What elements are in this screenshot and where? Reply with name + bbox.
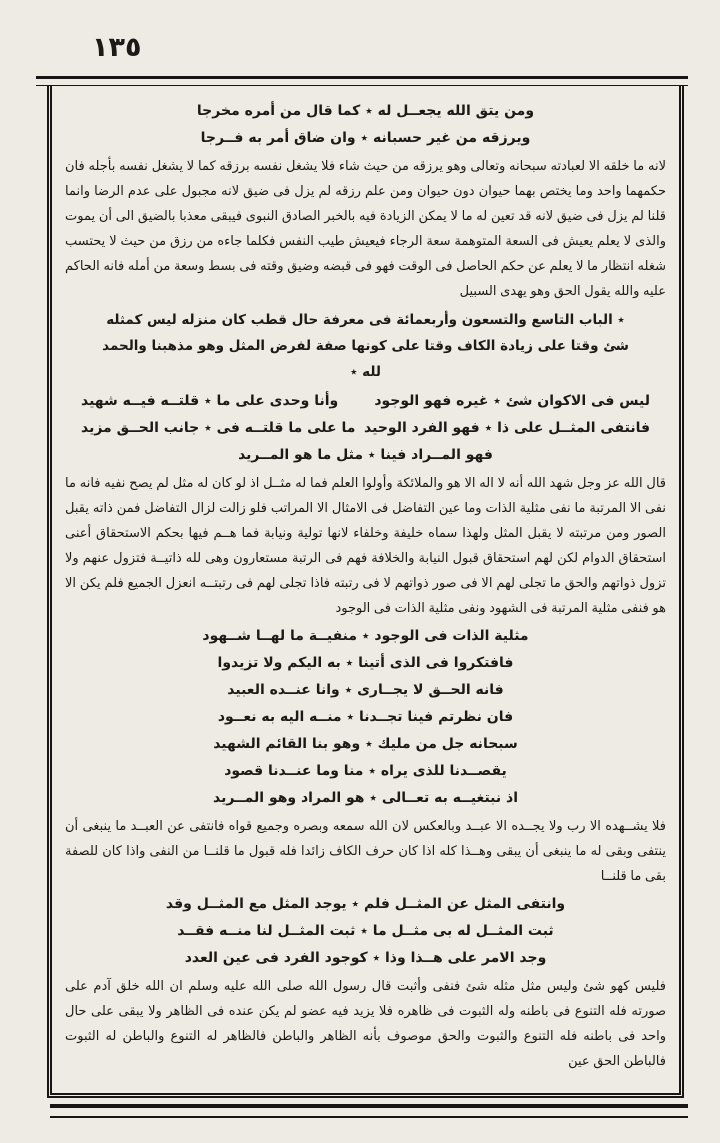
- verse-line: ومن يتق الله يجعــل له ٭ كما قال من أمره مخرجا: [196, 103, 535, 119]
- verse-line: وجد الامر على هــذا وذا ٭ كوجود الفرد فى عين العدد: [184, 950, 547, 966]
- opening-couplets: [65, 98, 666, 152]
- prose-paragraph: فليس كهو شئ وليس مثل مثله شئ فنفى وأثبت قال رسول الله صلى الله عليه وسلم ان الله خلق آدم على صورته فله التنوع فى باطنه وله الثبوت فى ظاهره فلا يزيد فيه عضو لم يكن عنده فى الظاهر ولا يبقى على حال واحد فى باطنه فله التنوع والثبوت والحق موصوف بأنه الظاهر والباطن فالظاهر له التنوع والباطن له الثبوت فالباطن الحق عين: [65, 979, 666, 1069]
- verse-line: فهو المــراد فينا ٭ مثل ما هو المــريد: [238, 447, 493, 463]
- verse-row: [65, 415, 666, 442]
- verse-line: سبحانه جل من مليك ٭ وهو بنا القائم الشهيد: [213, 736, 518, 752]
- verse-line: اذ نبتغيــه به تعــالى ٭ هو المراد وهو المــريد: [213, 790, 518, 806]
- chapter-heading: ٭ الباب التاسع والتسعون وأربعمائة فى معرفة حال قطب كان منزله ليس كمثله شئ وقتا على زيادة الكاف وقتا على كونها صفة لفرض المثل وهو مذهبنا والحمد لله ٭: [102, 312, 629, 380]
- verse-line: ثبت المثــل له بى مثــل ما ٭ ثبت المثــل لنا منــه فقــد: [177, 923, 554, 939]
- prose-paragraph: فلا يشــهده الا رب ولا يجــده الا عبــد وبالعكس لان الله سمعه وبصره وجميع قواه فانتفى عن العبــد ما ينبغى أن ينتفى وبقى له ما ينبغى أن يبقى وهــذا كله اذا كان حرف الكاف زائدا فله قبول ما قلنــا من النفى واذا كان للصفة بقى ما قلنــا: [65, 819, 666, 884]
- hemistich-pair-right: فانتفى المثــل على ذا ٭ فهو الفرد الوحيد: [364, 420, 650, 436]
- verse-line: مثلية الذات فى الوجود ٭ منفيــة ما لهــا شــهود: [202, 628, 529, 644]
- verse-row: [65, 388, 666, 415]
- hemistich-pair-right: ليس فى الاكوان شئ ٭ غيره فهو الوجود: [374, 393, 650, 409]
- text-frame: [47, 85, 684, 1098]
- lower-poem: [65, 891, 666, 972]
- two-column-verses: [65, 388, 666, 469]
- verse-line: وانتفى المثل عن المثــل فلم ٭ يوجد المثل مع المثــل وقد: [165, 896, 566, 912]
- bottom-border-rule: [50, 1104, 688, 1118]
- page-number: ١٣٥: [92, 32, 142, 63]
- hemistich-pair-left: ما على ما قلتــه فى ٭ جانب الحــق مزيد: [81, 420, 356, 436]
- verse-line: فافتكروا فى الذى أتينا ٭ به اليكم ولا تزيدوا: [217, 655, 514, 671]
- prose-paragraph: لانه ما خلقه الا لعبادته سبحانه وتعالى وهو يرزقه من حيث شاء فلا يشغل نفسه برزقه كما لا يشغل نفسه بأجله فان حكمهما واحد وما يختص بهما حيوان دون حيوان ومن علم رزقه لم يزل فى ضيق لانه مجبول على عدم الرضا وانما قلنا لم يزل فى ضيق لانه قد تعين له ما لا يمكن الزيادة فيه بالخبر الصادق النبوى فيبقى معذبا بالضيق الى أن يموت والذى لا يعلم يعيش فى السعة المتوهمة سعة الرجاء فيعيش طيب النفس فكلما جاءه من رزق من حيث لا يحتسب شغله انتظار ما لا يعلم عن حكم الحاصل فى الوقت فهو فى قبضه وضيق وقته فى بسط وسعة من أمله فانه الحاكم عليه والله يقول الحق وهو يهدى السبيل: [65, 159, 666, 299]
- verse-line: ويرزقه من غير حسبانه ٭ وان ضاق أمر به فــرجا: [200, 130, 531, 146]
- verse-line: فان نظرتم فينا تجــدنا ٭ منــه اليه به نعــود: [217, 709, 514, 725]
- verse-line: فانه الحــق لا يجــارى ٭ وانا عنــده العبيد: [227, 682, 504, 698]
- prose-paragraph: قال الله عز وجل شهد الله أنه لا اله الا هو والملائكة وأولوا العلم فما له مثــل اذ لو كان له مثل لم يصح نفيه فانه ما نفى الا المرتبة ما نفى مثلية الذات وما عين التفاضل فى الامثال الا المراتب فلو زالت لزال التفاضل فمن ذاته يقبل الصور ومن مرتبته لا يقبل المثل ولهذا سماه خليفة وخلفاء لانها تولية ونيابة فما هــم فيها بحكم الاستحقاق أعنى استحقاق الدوام لكن لهم استحقاق قبول النيابة والخلافة فهم فى الرتبة مستعارون وهى لله ذاتيــة فتزول عنهم ولا تزول ذواتهم والحق ما تجلى لهم الا فى صور ذواتهم لا فى رتبته فاذا تجلى لهم فى رتبتــه انعزل الجميع فلم يكن الا هو فنفى مثلية المرتبة فى الشهود ونفى مثلية الذات فى الوجود: [65, 476, 666, 616]
- middle-poem: [65, 623, 666, 812]
- hemistich-pair-left: وأنا وحدى على ما ٭ قلتــه فيــه شهيد: [81, 393, 339, 409]
- verse-line: يقصــدنا للذى يراه ٭ منا وما عنــدنا قصود: [224, 763, 507, 779]
